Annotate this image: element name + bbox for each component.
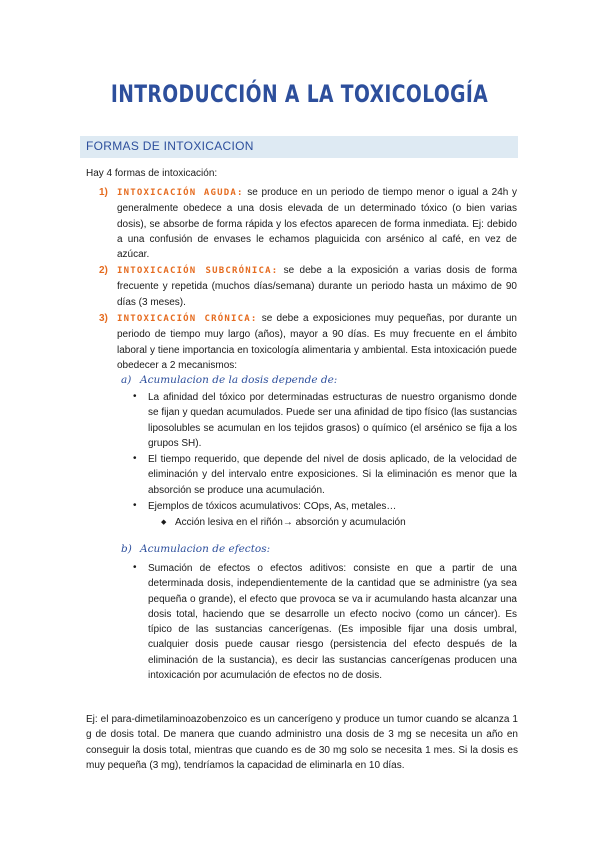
item-3-number: 3) [99, 313, 108, 324]
bullet-dot-icon: • [133, 500, 137, 511]
item-2-text: se debe a la exposición a varias dosis de forma frecuente y repetida (muchos días/semana) durante un periodo hasta un máximo de 90 días (3 meses). [117, 265, 518, 308]
sub-b-label: b) [121, 543, 132, 555]
sub-a-label: a) [121, 374, 132, 386]
bullet-dot-icon: • [133, 453, 137, 464]
sub-a-bullet-2: El tiempo requerido, que depende del nivel de dosis aplicado, de la velocidad de eliminación y del intervalo entre exposiciones. Si la eliminación es menor que la absorción se produce una acumulación. [148, 454, 517, 496]
sub-a-sub-bullet: Acción lesiva en el riñón→ absorción y acumulación [175, 517, 406, 528]
sub-a-bullet-1: La afinidad del tóxico por determinadas estructuras de nuestro organismo donde se fijan y quedan acumulados. Puede ser una afinidad de tipo físico (las sustancias liposolubles se acumulan en los tejidos grasos) o químico (el arsénico se fija a los grupos SH). [148, 392, 517, 449]
item-2-paragraph [117, 263, 517, 310]
item-1-label: INTOXICACIÓN AGUDA: [117, 188, 244, 198]
page-title: INTRODUCCIÓN A LA TOXICOLOGÍA [110, 80, 489, 108]
sub-b-title: Acumulacion de efectos: [140, 543, 271, 555]
item-1-paragraph [117, 185, 517, 262]
item-3-text: se debe a exposiciones muy pequeñas, por durante un periodo de tiempo muy largo (años), mayor a 90 días. Es muy frecuente en el ámbito laboral y tiene importancia en toxicología alimentaria y ambiental. Esta intoxicación puede obedecer a 2 mecanismos: [117, 313, 517, 371]
sub-a-bullet-3: Ejemplos de tóxicos acumulativos: COps, As, metales… [148, 501, 397, 512]
sub-a-title: Acumulacion de la dosis depende de: [140, 374, 338, 386]
section-title: FORMAS DE INTOXICACION [86, 139, 254, 153]
example-paragraph: Ej: el para-dimetilaminoazobenzoico es un cancerígeno y produce un tumor cuando se alcanza 1 g de dosis total. De manera que cuando administro una dosis de 3 mg se necesita un año en conseguir la dosis total, mientras que cuando es de 30 mg solo se necesita 1 mes. Si la dosis es muy pequeña (3 mg), tendríamos la capacidad de eliminarla en 10 días. [86, 714, 518, 771]
item-3-label: INTOXICACIÓN CRÓNICA: [117, 314, 258, 324]
diamond-bullet-icon: ◆ [161, 519, 167, 526]
sub-b-bullet: Sumación de efectos o efectos aditivos: consiste en que a partir de una determinada dosis, independientemente de la cantidad que se administre (ya sea pequeña o grande), el efecto que provoca se va ir acumulando hasta alcanzar una dosis total, haciendo que se desarrolle un efecto nocivo (como un cáncer). Es típico de las sustancias cancerígenas. (Es imposible fijar una dosis umbral, cualquier dosis puede causar riesgo (persistencia del efecto después de la eliminación de la sustancia), es decir las sustancias cancerígenas producen una intoxicación por acumulación de efectos no de dosis. [148, 563, 517, 682]
item-1-text: se produce en un periodo de tiempo menor o igual a 24h y generalmente obedece a una dosis elevada de un determinado tóxico (o bien varias dosis), se absorbe de forma rápida y los efectos aparecen de forma inmediata. Ej: debido a una confusión de envases le echamos plaguicida con arsénico al café, en vez de azúcar. [117, 187, 517, 261]
item-2-number: 2) [99, 265, 108, 276]
item-3-paragraph [117, 311, 517, 373]
bullet-dot-icon: • [133, 562, 137, 573]
item-1-number: 1) [99, 187, 108, 198]
bullet-dot-icon: • [133, 391, 137, 402]
item-2-label: INTOXICACIÓN SUBCRÓNICA: [117, 266, 279, 276]
intro-text: Hay 4 formas de intoxicación: [86, 168, 218, 179]
